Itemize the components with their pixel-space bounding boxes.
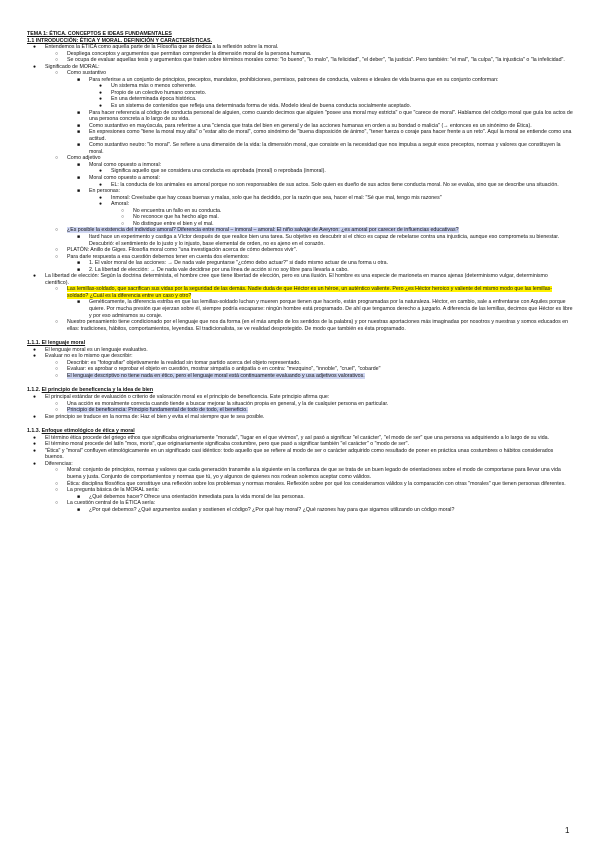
- list-item: ○ Se ocupa de evaluar aquellas tesis y argumentos que traten sobre términos morales como: "lo bueno", "lo malo", "la felicidad", "el deber", "la justicia". Pero también: "el mal", "la culpa", "la injusticia" o "la infelicidad".: [55, 57, 565, 64]
- list-item: ● Propio de un colectivo humano concreto.: [99, 89, 207, 96]
- list-item: ■ Moral como opuesto a amoral:: [77, 175, 160, 182]
- list-item: ○ El lenguaje descriptivo no tiene nada en ético, pero el lenguaje moral está continuamente evaluando y usa adjetivos valorativos.: [55, 372, 365, 379]
- list-item: ● Un sistema más o menos coherente.: [99, 83, 197, 90]
- list-item: ○ Para darle respuesta a esa cuestión debemos tener en cuenta dos elementos:: [55, 253, 250, 260]
- list-item: ○ No distingue entre el bien y el mal.: [121, 220, 214, 227]
- list-item: ○ Las lemillas-soldado, que sacrifican sus vidas por la seguridad de las demás. Nadie duda de que Héctor es un héroe, un auténtico valiente. Pero ¿es Héctor heroico y valiente del mismo modo que las lemillas-soldado? ¿Cuál es la diferencia entre un caso y otro?: [55, 286, 553, 299]
- list-item: ■ Itard hace un experimento y castiga a Víctor después de que realice bien una tarea. Su objetivo es descubrir si el chico es capaz de rebelarse contra una injusticia, aunque eso comprometa su bienestar. Descubrió: el sentimiento de lo justo y lo injusto, base elemental de orden, no es ajeno en el corazón.: [77, 233, 560, 247]
- list-item: ○ PLATÓN: Anillo de Giges. Filosofía moral como "una investigación acerca de cómo debemos vivir".: [55, 247, 298, 254]
- list-item: ■ Como sustantivo en mayúscula, para referirse a una "ciencia que trata del bien en general y de las acciones humanas en orden a su bondad o malicia" (→ entonces es un sinónimo de Ética).: [77, 122, 532, 129]
- list-item: ■ 2. La libertad de elección: → De nada vale decidirse por una línea de acción si no soy libre para llevarla a cabo.: [77, 266, 349, 273]
- list-item: ■ Moral como opuesto a inmoral:: [77, 161, 162, 168]
- list-item: ● El término ética procede del griego ethos que significaba originariamente "morada", "lugar en el que vivimos", y así pasó a significar "el carácter", "el modo de ser" que una persona va adquiriendo a lo largo de su vida.: [33, 434, 550, 441]
- list-item: ○ Despliega conceptos y argumentos que permitan comprender la dimensión moral de la persona humana.: [55, 50, 312, 57]
- section-heading-etimologia: 1.1.3. Enfoque etimológico de ética y moral: [27, 428, 135, 435]
- list-item: ○ No reconoce que ha hecho algo mal.: [121, 214, 219, 221]
- list-item: ● Amoral:: [99, 201, 130, 208]
- list-item: ● El principal estándar de evaluación o criterio de valoración moral es el principio de beneficencia. Este principio afirma que:: [33, 393, 330, 400]
- section-beneficencia-list: [27, 394, 573, 420]
- list-item: ● Evaluar no es lo mismo que describir:: [33, 353, 133, 360]
- list-item: ○ Principio de beneficencia: Principio fundamental de todo de todo, el beneficio.: [55, 407, 248, 414]
- list-item: ■ En expresiones como "tiene la moral muy alta" o "estar alto de moral", como sinónimo de "buena disposición de ánimo", "tener fuerza o coraje para hacer frente a un reto". Aquí la moral se entiende como una actitud.: [77, 129, 572, 142]
- section-lenguaje-list: [27, 347, 573, 380]
- section-heading-intro: 1.1 INTRODUCCIÓN: ÉTICA Y MORAL. DEFINICIÓN Y CARACTERÍSTICAS.: [27, 37, 212, 44]
- list-item: ○ Una acción es moralmente correcta cuando tiende a buscar mejorar la situación propia en general, y la de cualquier persona en particular.: [55, 400, 389, 407]
- page-number: 1: [565, 826, 570, 835]
- list-item: ● La libertad de elección: Según la doctrina determinista, el hombre cree que tiene libertad de elección, pero es una ilusión. El hombre es una especie de marioneta en manos ajenas (determinismo vulgar, determinismo científico).: [33, 273, 548, 286]
- list-item: ○ No encuentra un fallo en su conducta.: [121, 207, 222, 214]
- list-item: ● Ese principio se traduce en la norma de: Haz el bien y evita el mal siempre que te sea posible.: [33, 413, 265, 420]
- section-heading-lenguaje-moral: 1.1.1. El lenguaje moral: [27, 340, 86, 347]
- list-item: ● Diferencias:: [33, 460, 73, 467]
- list-item: ○ La pregunta básica de la MORAL sería:: [55, 487, 160, 494]
- list-item: ● En una determinada época histórica.: [99, 96, 197, 103]
- list-item: ○ Moral: conjunto de principios, normas y valores que cada generación transmite a la siguiente en la confianza de que se trata de un buen legado de orientaciones sobre el modo de comportarse para llevar una vida buena y justa. Conjunto de comportamientos y normas que tú, yo y algunos de quienes nos rodean solemos aceptar como válidos.: [55, 467, 561, 480]
- list-item: ■ Para referirse a un conjunto de principios, preceptos, mandatos, prohibiciones, permisos, patrones de conducta, valores e ideales de vida buena que en su conjunto conforman:: [77, 76, 499, 83]
- list-item: ○ La cuestión central de la ÉTICA sería:: [55, 500, 156, 507]
- list-item: ○ Nuestro pensamiento tiene condicionado por el lenguaje que nos da forma (en el más amplio de los sentidos de la palabra) y por nuestras aportaciones más imaginadas por nosotros y nuestras y somos educados en ellas: tradiciones, hábitos, comportamientos, leyendas. El tradicionalista, se ve realidad desprotegido. De modo que también es ésta programado.: [55, 319, 569, 332]
- highlighted-text: Principio de beneficencia: Principio fundamental de todo de todo, el beneficio.: [67, 407, 248, 414]
- list-item: ○ Describir: es "fotografiar" objetivamente la realidad sin tomar partido acerca del objeto representado.: [55, 359, 301, 366]
- list-item: ○ Como sustantivo: [55, 70, 107, 77]
- list-item: ○ Ética: disciplina filosófica que constituye una reflexión sobre los problemas y normas morales. Reflexión sobre por qué los consideramos válidos y la comparación con otras "morales" que tienen personas diferentes.: [55, 480, 566, 487]
- highlighted-text: Las lemillas-soldado, que sacrifican sus vidas por la seguridad de las demás. Nadie duda de que Héctor es un héroe, un auténtico valiente. Pero ¿es Héctor heroico y valiente del mismo modo que las lemillas-soldado? ¿Cuál es la diferencia entre un caso y otro?: [67, 286, 553, 299]
- list-item: ■ ¿Por qué debemos? ¿Qué argumentos avalan y sostienen el código? ¿Por qué hay moral? ¿Qué razones hay para que sigamos utilizando un código moral?: [77, 506, 455, 513]
- list-item: ○ ¿Es posible la existencia del individuo amoral? Diferencia entre moral – inmoral – amoral: El niño salvaje de Aveyron: ¿es amoral por carecer de influencias educativas?: [55, 227, 459, 234]
- list-item: ■ Genéticamente, la diferencia estriba en que las lemillas-soldado luchan y mueren porque tienen que hacerlo, están programadas por la naturaleza. Héctor, en cambio, sale a enfrentarse con Aquiles porque quiere. Por mucha presión que ejerzan sobre él, siempre podría escaparse: ningún hombre está programado. De ahí que tengamos derecho a juzgarlo. A diferencia de las lemillas, decimos que Héctor es libre y por eso admiramos su coraje.: [77, 299, 573, 319]
- highlighted-text: ¿Es posible la existencia del individuo amoral? Diferencia entre moral – inmoral – amoral: El niño salvaje de Aveyron: ¿es amoral por carecer de influencias educativas?: [67, 227, 459, 234]
- list-item: ● "Ética" y "moral" confluyen etimológicamente en un significado casi idéntico: todo aquello que se refiere al modo de ser o carácter adquirido como resultado de poner en práctica unas costumbres o hábitos considerados buenos.: [33, 447, 554, 461]
- document-body: [27, 31, 573, 513]
- highlighted-text: El lenguaje descriptivo no tiene nada en ético, pero el lenguaje moral está continuamente evaluando y usa adjetivos valorativos.: [67, 372, 365, 379]
- list-item: ■ ¿Qué debemos hacer? Ofrece una orientación inmediata para la vida moral de las personas.: [77, 493, 305, 500]
- list-item: ○ Evaluar: es aprobar o reprobar el objeto en cuestión, mostrar simpatía o antipatía o en contra: "mezquino", "innoble", "cruel", "cobarde": [55, 366, 381, 373]
- list-item: ■ 1. El valor moral de las acciones: → De nada vale preguntarse "¿cómo debo actuar?" si dado mismo actuar de una forma u otra.: [77, 260, 389, 267]
- section-etimologia-list: [27, 435, 573, 514]
- list-item: ● Entendemos la ÉTICA como aquella parte de la Filosofía que se dedica a la reflexión sobre la moral.: [33, 44, 279, 51]
- list-item: ● Inmoral: Cree/sabe que hay cosas buenas y malas, solo que ha decidido, por la razón que sea, hacer el mal: "Sé que mal, tengo mis razones": [99, 194, 442, 201]
- list-item: ● EL: la conducta de los animales es amoral porque no son responsables de sus actos. Solo quien es dueño de sus actos tiene conducta moral. No se evalúa, sino que se describe una situación.: [99, 181, 559, 188]
- section-heading-beneficencia: 1.1.2. El principio de beneficencia y la idea de bien: [27, 387, 154, 394]
- list-item: ● Es un sistema de contenidos que refleja una determinada forma de vida. Modelo ideal de buena conducta socialmente aceptado.: [99, 103, 412, 110]
- list-item: ■ Como sustantivo neutro: "lo moral". Se refiere a una dimensión de la vida: la dimensión moral, que consiste en la necesidad que nos impulsa a seguir esos preceptos, normas y valores que constituyen la moral.: [77, 142, 561, 155]
- list-item: ● Significa aquello que se considera una conducta es aprobada (moral) o reprobada (inmoral).: [99, 168, 326, 175]
- list-item: ● El término moral procede del latín "mos, moris", que originariamente significaba costumbre, pero que pasó a significar también "el carácter" o "modo de ser".: [33, 441, 409, 448]
- list-item: ● El lenguaje moral es un lenguaje evaluativo.: [33, 346, 148, 353]
- list-item: ● Significado de MORAL:: [33, 63, 100, 70]
- list-item: ○ Como adjetivo: [55, 155, 101, 162]
- list-item: ■ En personas:: [77, 188, 120, 195]
- list-item: ■ Para hacer referencia al código de conducta personal de alguien, como cuando decimos que alguien "posee una moral muy estricta" o que "carece de moral". Hablamos del código moral que guía los actos de una persona concreta a lo largo de su vida.: [77, 109, 573, 123]
- document-title: TEMA 1: ÉTICA. CONCEPTOS E IDEAS FUNDAMENTALES: [27, 31, 172, 37]
- section-intro-list: [27, 44, 573, 332]
